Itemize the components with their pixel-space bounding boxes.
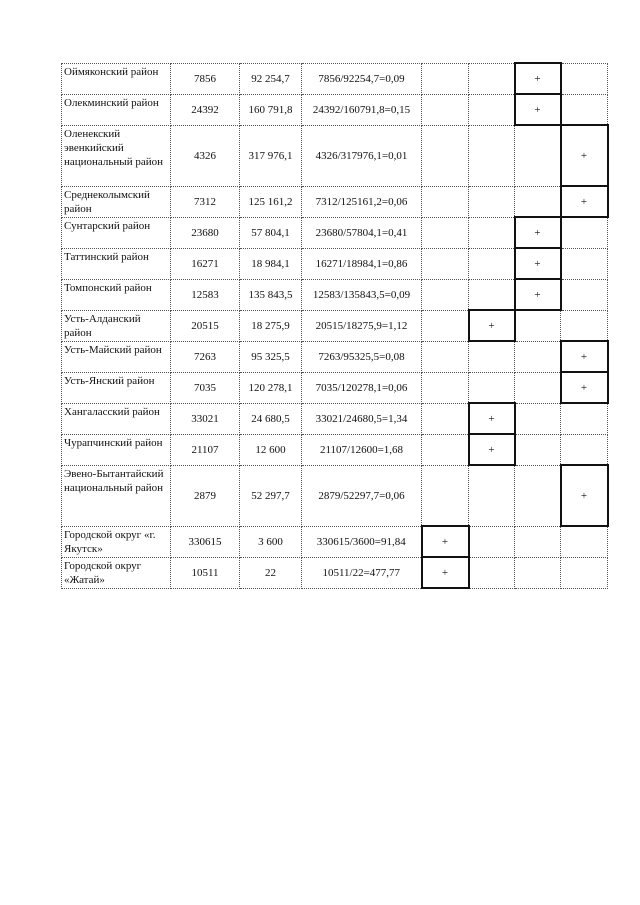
density-calc-cell: 7035/120278,1=0,06 [302,372,422,403]
density-calc-cell: 16271/18984,1=0,86 [302,248,422,279]
population-cell: 20515 [171,310,240,341]
density-calc-cell: 23680/57804,1=0,41 [302,217,422,248]
density-calc-cell: 10511/22=477,77 [302,557,422,588]
table-row [62,279,608,310]
population-cell: 7263 [171,341,240,372]
area-cell: 52 297,7 [240,465,302,526]
category-mark-cell-2 [469,63,515,94]
table-row [62,372,608,403]
district-name-cell: Хангаласский район [62,403,171,434]
table-row [62,465,608,526]
category-mark-cell-3: + [515,248,561,279]
district-name-cell: Усть-Майский район [62,341,171,372]
area-cell: 317 976,1 [240,125,302,186]
category-mark-cell-4: + [561,465,608,526]
category-mark-cell-4 [561,63,608,94]
area-cell: 18 984,1 [240,248,302,279]
density-calc-cell: 7856/92254,7=0,09 [302,63,422,94]
category-mark-cell-4 [561,279,608,310]
table-row [62,186,608,217]
category-mark-cell-3: + [515,94,561,125]
area-cell: 95 325,5 [240,341,302,372]
table-row [62,557,608,588]
table-row [62,94,608,125]
category-mark-cell-4: + [561,372,608,403]
category-mark-cell-2 [469,248,515,279]
category-mark-cell-4 [561,217,608,248]
category-mark-cell-2 [469,94,515,125]
district-name-cell: Оленекский эвенкийский национальный район [62,125,171,186]
area-cell: 160 791,8 [240,94,302,125]
density-calc-cell: 7263/95325,5=0,08 [302,341,422,372]
table-row [62,248,608,279]
category-mark-cell-2 [469,557,515,588]
category-mark-cell-1 [422,465,469,526]
category-mark-cell-4 [561,403,608,434]
area-cell: 22 [240,557,302,588]
district-name-cell: Оймяконский район [62,63,171,94]
population-cell: 23680 [171,217,240,248]
category-mark-cell-1 [422,434,469,465]
category-mark-cell-1 [422,63,469,94]
area-cell: 24 680,5 [240,403,302,434]
category-mark-cell-1 [422,186,469,217]
district-name-cell: Среднеколымский район [62,186,171,217]
category-mark-cell-3 [515,125,561,186]
density-calc-cell: 24392/160791,8=0,15 [302,94,422,125]
table-row [62,310,608,341]
table-row [62,125,608,186]
district-name-cell: Усть-Янский район [62,372,171,403]
density-calc-cell: 7312/125161,2=0,06 [302,186,422,217]
area-cell: 12 600 [240,434,302,465]
category-mark-cell-1 [422,310,469,341]
district-name-cell: Чурапчинский район [62,434,171,465]
category-mark-cell-4 [561,526,608,557]
density-calc-cell: 2879/52297,7=0,06 [302,465,422,526]
density-calc-cell: 33021/24680,5=1,34 [302,403,422,434]
area-cell: 135 843,5 [240,279,302,310]
district-name-cell: Олекминский район [62,94,171,125]
category-mark-cell-2: + [469,434,515,465]
population-cell: 12583 [171,279,240,310]
category-mark-cell-1 [422,372,469,403]
category-mark-cell-2 [469,186,515,217]
density-calc-cell: 12583/135843,5=0,09 [302,279,422,310]
category-mark-cell-1 [422,279,469,310]
population-cell: 7312 [171,186,240,217]
area-cell: 18 275,9 [240,310,302,341]
table-row [62,434,608,465]
population-cell: 10511 [171,557,240,588]
district-name-cell: Таттинский район [62,248,171,279]
district-name-cell: Эвено-Бытантайский национальный район [62,465,171,526]
district-name-cell: Городской округ «г. Якутск» [62,526,171,557]
table-row [62,341,608,372]
category-mark-cell-2 [469,372,515,403]
category-mark-cell-4: + [561,125,608,186]
category-mark-cell-4: + [561,186,608,217]
population-cell: 16271 [171,248,240,279]
category-mark-cell-1: + [422,557,469,588]
category-mark-cell-2: + [469,403,515,434]
category-mark-cell-3 [515,186,561,217]
category-mark-cell-3 [515,557,561,588]
population-cell: 7856 [171,63,240,94]
district-name-cell: Усть-Алданский район [62,310,171,341]
population-cell: 33021 [171,403,240,434]
density-calc-cell: 4326/317976,1=0,01 [302,125,422,186]
category-mark-cell-4 [561,434,608,465]
population-cell: 24392 [171,94,240,125]
category-mark-cell-3 [515,403,561,434]
category-mark-cell-4: + [561,341,608,372]
category-mark-cell-3 [515,372,561,403]
population-cell: 7035 [171,372,240,403]
area-cell: 125 161,2 [240,186,302,217]
category-mark-cell-4 [561,248,608,279]
category-mark-cell-2 [469,125,515,186]
district-name-cell: Городской округ «Жатай» [62,557,171,588]
table-row [62,526,608,557]
category-mark-cell-2 [469,217,515,248]
category-mark-cell-2 [469,341,515,372]
category-mark-cell-4 [561,310,608,341]
population-cell: 2879 [171,465,240,526]
density-table [61,62,609,589]
category-mark-cell-2 [469,279,515,310]
table-row [62,403,608,434]
category-mark-cell-1 [422,125,469,186]
category-mark-cell-2 [469,465,515,526]
district-name-cell: Томпонский район [62,279,171,310]
category-mark-cell-3: + [515,63,561,94]
population-cell: 4326 [171,125,240,186]
table-row [62,217,608,248]
category-mark-cell-1 [422,341,469,372]
category-mark-cell-1 [422,94,469,125]
district-name-cell: Сунтарский район [62,217,171,248]
density-calc-cell: 330615/3600=91,84 [302,526,422,557]
category-mark-cell-1 [422,217,469,248]
population-cell: 21107 [171,434,240,465]
category-mark-cell-3: + [515,279,561,310]
category-mark-cell-4 [561,557,608,588]
area-cell: 120 278,1 [240,372,302,403]
density-calc-cell: 21107/12600=1,68 [302,434,422,465]
category-mark-cell-1 [422,403,469,434]
category-mark-cell-1 [422,248,469,279]
category-mark-cell-3 [515,465,561,526]
area-cell: 92 254,7 [240,63,302,94]
category-mark-cell-3 [515,434,561,465]
category-mark-cell-3 [515,310,561,341]
category-mark-cell-1: + [422,526,469,557]
category-mark-cell-2 [469,526,515,557]
population-cell: 330615 [171,526,240,557]
category-mark-cell-4 [561,94,608,125]
area-cell: 3 600 [240,526,302,557]
category-mark-cell-3 [515,526,561,557]
density-calc-cell: 20515/18275,9=1,12 [302,310,422,341]
area-cell: 57 804,1 [240,217,302,248]
category-mark-cell-3: + [515,217,561,248]
category-mark-cell-3 [515,341,561,372]
category-mark-cell-2: + [469,310,515,341]
table-row [62,63,608,94]
